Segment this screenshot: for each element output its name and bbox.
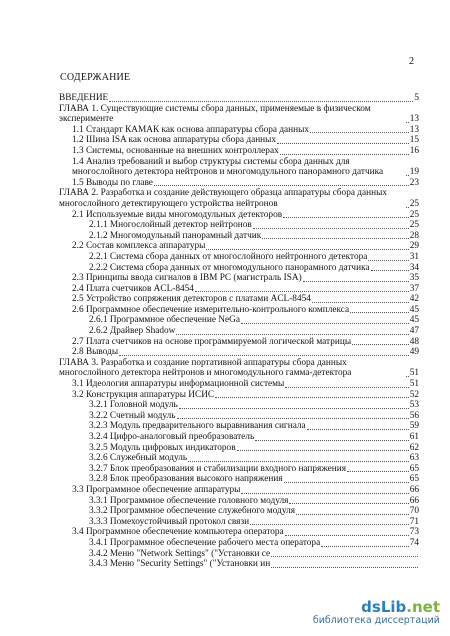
toc-entry-title: 2.1.2 Многомодульный панорамный датчик [89,230,262,241]
toc-dot-leader [371,269,409,271]
toc-entry-title: 2.2 Состав комплекса аппаратуры [72,241,206,252]
toc-dot-leader [271,566,418,568]
page-number: 2 [409,56,414,67]
toc-entry-page: 73 [409,527,419,538]
toc-entry-title: 3.4.1 Программное обеспечение рабочего места оператора [89,537,321,548]
toc-dot-leader [312,301,409,303]
toc-entry [59,178,419,189]
toc-entry [59,496,419,507]
toc-entry [59,263,419,274]
toc-dot-leader [195,290,409,292]
toc-entry-page: 53 [409,400,419,411]
toc-dot-leader [109,100,413,102]
toc-entry-page: 52 [409,389,419,400]
toc-entry-title: 1.2 Шина ISA как основа аппаратуры сбора данных [72,135,277,146]
toc-dot-leader [303,280,409,282]
toc-entry-page: 31 [409,251,419,262]
toc-entry-page: 13 [409,124,419,135]
toc-entry-title: 1.3 Системы, основанные на внешних контроллерах [72,145,279,156]
toc-entry-page: 71 [409,516,419,527]
toc-entry [59,104,419,125]
toc-entry-title: 2.8 Выводы [72,347,119,358]
toc-entry [59,527,419,538]
toc-entry-title: 3.2.7 Блок преобразования и стабилизации входного напряжения [89,463,346,474]
toc-entry-title: 2.4 Плата счетчиков ACL-8454 [72,283,194,294]
toc-entry-title: ВВЕДЕНИЕ [59,93,109,103]
toc-entry-page: 34 [409,262,419,273]
toc-entry [59,241,419,252]
toc-entry [59,421,419,432]
toc-entry [59,347,419,358]
toc-entry [59,337,419,348]
toc-entry [59,538,419,549]
toc-entry [59,549,419,560]
toc-entry [59,231,419,242]
toc-entry [59,146,419,157]
toc-entry-page: 25 [409,198,419,209]
toc-entry-title: 2.6.2 Драйвер Shadow [89,326,176,337]
toc-dot-leader [177,417,409,419]
toc-entry-page: 62 [409,442,419,453]
toc-entry-page: 49 [409,347,419,358]
toc-entry-title: 3.3.1 Программное обеспечение головного модуля [89,495,289,506]
toc-dot-leader [271,555,418,557]
toc-dot-leader [255,439,409,441]
toc-entry-title: 3.3 Программное обеспечение аппаратуры [72,484,241,495]
toc-entry-page: 48 [409,336,419,347]
toc-dot-leader [237,449,409,451]
toc-entry [59,326,419,337]
toc-entry-title: ГЛАВА 1. Существующие системы сбора данных, применяемые в физическом эксперименте [59,103,373,125]
toc-entry [59,157,419,178]
toc-dot-leader [406,375,409,377]
toc-entry [59,559,419,570]
toc-entry-page: 15 [409,135,419,146]
toc-entry-page: 37 [409,283,419,294]
toc-entry-title: 3.3.2 Программное обеспечение служебного модуля [89,506,296,517]
toc-entry-title: 3.2.8 Блок преобразования высокого напряжения [89,474,283,485]
toc-entry-page: 35 [409,273,419,284]
toc-entry [59,379,419,390]
toc-entry-title: 3.2.2 Счетный модуль [89,410,176,421]
toc-entry-page: 25 [409,209,419,220]
toc-entry-title: 3.2.1 Головной модуль [89,400,178,411]
toc-dot-leader [406,174,409,176]
toc-dot-leader [307,428,409,430]
toc-dot-leader [280,153,409,155]
table-of-contents [59,93,419,570]
toc-entry-page: 61 [409,432,419,442]
toc-dot-leader [250,523,409,525]
watermark [313,599,440,626]
toc-dot-leader [285,386,408,388]
toc-entry-page: 25 [409,220,419,231]
toc-entry-page: 19 [409,167,419,178]
toc-entry-title: 3.2 Конструкция аппаратуры ИСИС [72,389,215,400]
watermark-logo-main: dsLib [361,598,407,616]
toc-entry [59,252,419,263]
toc-entry [59,284,419,295]
toc-entry-title: 2.6 Программное обеспечение измерительно-контрольного комплекса [72,304,350,315]
toc-entry [59,506,419,517]
toc-entry-title: 3.2.5 Модуль цифровых индикаторов [89,442,236,453]
toc-dot-leader [179,407,409,409]
toc-entry-page: 65 [409,463,419,474]
toc-entry-title: 1.1 Стандарт КАМАК как основа аппаратуры сбора данных [72,124,310,135]
toc-entry [59,93,419,104]
toc-entry [59,411,419,422]
toc-dot-leader [296,513,409,515]
toc-entry-title: 1.4 Анализ требований и выбор структуры системы сбора данных для многослойного детектора нейтронов и многомодульного панорамного датчика [72,156,384,178]
toc-entry [59,220,419,231]
toc-entry-page: 66 [409,484,419,495]
toc-dot-leader [262,237,408,239]
toc-entry-page: 59 [409,421,419,432]
toc-entry [59,315,419,326]
toc-entry-page: 51 [409,379,419,390]
toc-entry-title: 1.5 Выводы по главе [72,177,153,188]
toc-dot-leader [154,184,409,186]
toc-entry [59,390,419,401]
toc-dot-leader [188,460,409,462]
toc-entry-page: 74 [409,537,419,548]
toc-entry [59,400,419,411]
toc-dot-leader [283,216,409,218]
toc-entry-title: 3.4 Программное обеспечение компьютера оператора [72,527,284,538]
toc-entry [59,305,419,316]
toc-entry-page: 29 [409,241,419,252]
toc-dot-leader [352,343,409,345]
toc-entry [59,474,419,485]
toc-dot-leader [241,322,409,324]
toc-dot-leader [350,311,409,313]
toc-dot-leader [289,502,408,504]
toc-entry-page: 42 [409,294,419,305]
toc-entry-title: 3.3.3 Помехоустойчивый протокол связи [89,516,250,527]
watermark-logo-tld: .net [406,598,440,616]
toc-entry [59,432,419,443]
toc-entry [59,517,419,528]
toc-entry-title: 2.7 Плата счетчиков на основе программируемой логической матрицы [72,336,352,347]
watermark-subtitle: библиотека диссертаций [312,615,440,626]
toc-dot-leader [215,396,409,398]
toc-entry-page: 66 [409,495,419,506]
toc-entry-title: 2.2.2 Система сбора данных от многомодульного панорамного датчика [89,262,370,273]
toc-heading: СОДЕРЖАНИЕ [60,72,131,83]
toc-entry-page: 70 [409,506,419,517]
toc-entry [59,188,419,209]
toc-entry-title: 3.4.2 Меню "Network Settings" ("Установки се [89,548,271,559]
toc-dot-leader [406,206,409,208]
toc-entry-page: 13 [409,114,419,125]
toc-entry-title: 2.1 Используемые виды многомодульных детекторов [72,209,283,220]
toc-entry-page: 45 [409,304,419,315]
toc-dot-leader [310,131,409,133]
toc-entry [59,453,419,464]
toc-entry-page: 45 [409,315,419,326]
toc-entry [59,125,419,136]
toc-dot-leader [277,142,409,144]
toc-dot-leader [253,227,409,229]
toc-entry [59,135,419,146]
toc-entry-page: 51 [409,368,419,379]
toc-dot-leader [176,333,408,335]
toc-entry-page: 23 [409,177,419,188]
toc-dot-leader [285,534,409,536]
toc-entry-title: 2.6.1 Программное обеспечение NeGa [89,315,240,326]
toc-entry-title: 2.2.1 Система сбора данных от многослойного нейтронного детектора [89,251,368,262]
toc-dot-leader [347,470,409,472]
toc-dot-leader [368,259,408,261]
toc-dot-leader [241,492,408,494]
toc-entry-title: 2.1.1 Многослойный детектор нейтронов [89,220,252,231]
toc-entry-title: 3.1 Идеология аппаратуры информационной системы [72,379,285,390]
toc-entry-page: 56 [409,410,419,421]
toc-entry-title: 3.2.3 Модуль предварительного выравнивания сигнала [89,421,306,432]
toc-entry-page: 28 [409,230,419,241]
toc-entry [59,210,419,221]
toc-entry-page: 65 [409,474,419,485]
toc-entry [59,294,419,305]
toc-dot-leader [119,354,409,356]
toc-entry-title: 3.4.3 Меню "Security Settings" ("Установки ин [89,559,271,570]
toc-entry [59,464,419,475]
toc-entry-title: 2.3 Принципы ввода сигналов в IBM PC (магистраль ISA) [72,273,302,284]
toc-entry [59,443,419,454]
toc-entry [59,485,419,496]
toc-entry [59,273,419,284]
toc-entry-page: 47 [409,326,419,337]
toc-entry-title: 2.5 Устройство сопряжения детекторов с платами ACL-8454 [72,294,311,305]
toc-entry-title: 3.2.6 Служебный модуль [89,453,188,464]
toc-entry-title: ГЛАВА 2. Разработка и создание действующего образца аппаратуры сбора данных многослойного детектирующего устройства нейтронов [59,188,390,209]
toc-entry-title: ГЛАВА 3. Разработка и создание портативной аппаратуры сбора данных многослойного детектора нейтронов и многомодульного гамма-детектора [59,357,352,379]
toc-entry-page: 5 [414,93,419,103]
toc-dot-leader [406,121,409,123]
toc-entry-page: 63 [409,453,419,464]
toc-entry [59,358,419,379]
toc-dot-leader [321,545,409,547]
toc-dot-leader [284,481,409,483]
toc-dot-leader [206,248,408,250]
toc-entry-page: 16 [409,145,419,156]
toc-entry-title: 3.2.4 Цифро-аналоговый преобразователь [89,432,255,442]
watermark-logo [313,599,440,615]
